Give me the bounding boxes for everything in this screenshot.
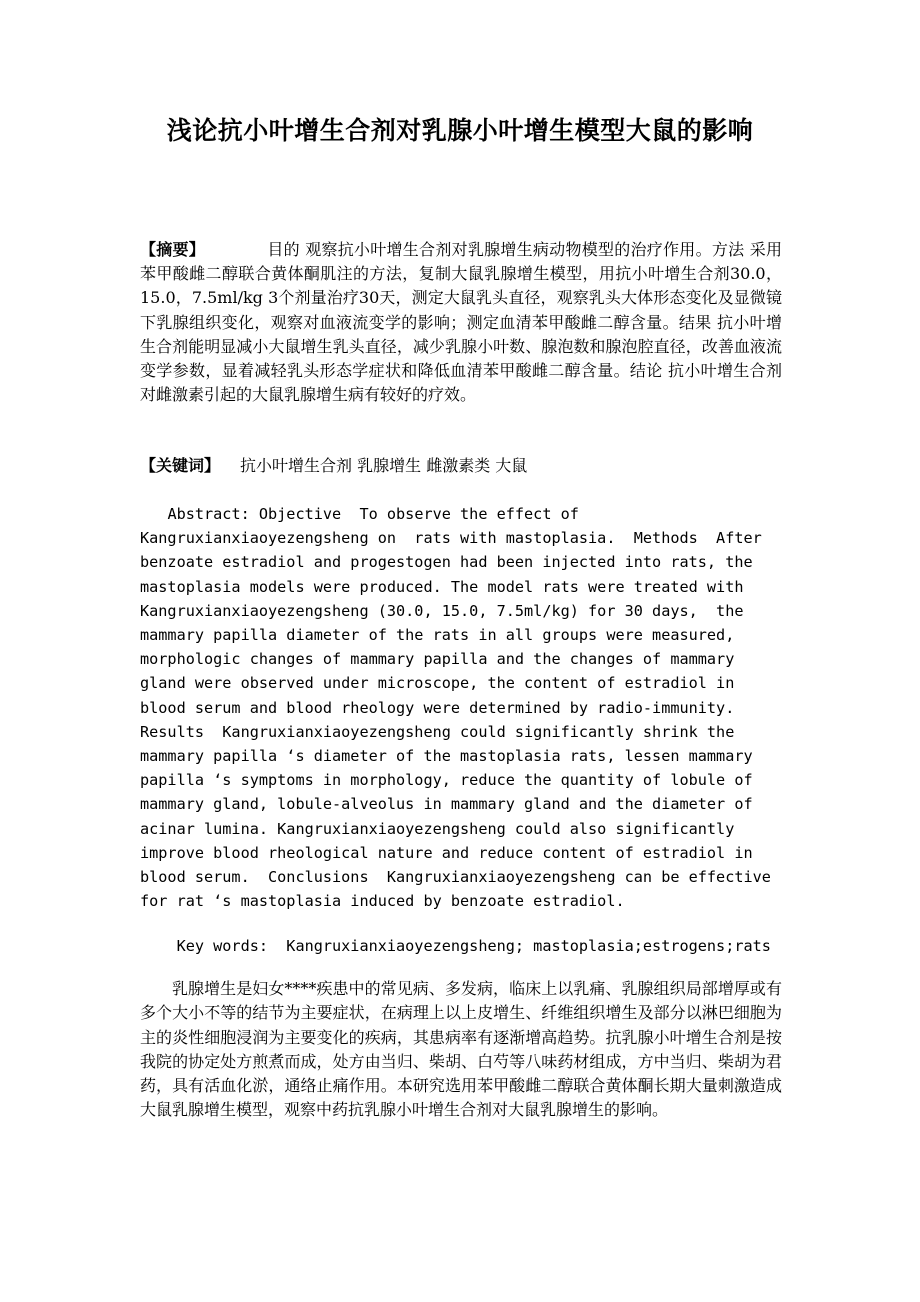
- chinese-abstract: [140, 238, 782, 407]
- keywords-body: 抗小叶增生合剂 乳腺增生 雌激素类 大鼠: [240, 456, 528, 475]
- keywords-label: 【关键词】: [140, 456, 221, 475]
- paper-title: 浅论抗小叶增生合剂对乳腺小叶增生模型大鼠的影响: [166, 116, 754, 145]
- introduction-paragraph: 乳腺增生是妇女****疾患中的常见病、多发病，临床上以乳痛、乳腺组织局部增厚或有多个大小不等的结节为主要症状，在病理上以上皮增生、纤维组织增生及部分以淋巴细胞为主的炎性细胞浸润为主要变化的疾病，其患病率有逐渐增高趋势。抗乳腺小叶增生合剂是按我院的协定处方煎煮而成，处方由当归、柴胡、白芍等八味药材组成，方中当归、柴胡为君药，具有活血化淤，通络止痛作用。本研究选用苯甲酸雌二醇联合黄体酮长期大量刺激造成大鼠乳腺增生模型，观察中药抗乳腺小叶增生合剂对大鼠乳腺增生的影响。: [140, 979, 782, 1120]
- english-abstract: Abstract: Objective To observe the effect of Kangruxianxiaoyezengsheng on rats with mastoplasia. Methods After benzoate estradiol and progestogen had been injected into rats, the mastoplasia models were produced. The model rats were treated with Kangruxianxiaoyezengsheng (30.0, 15.0, 7.5ml/kg) for 30 days, the mammary papilla diameter of the rats in all groups were measured, morphologic changes of mammary papilla and the changes of mammary gland were observed under microscope, the content of estradiol in blood serum and blood rheology were determined by radio-immunity. Results Kangruxianxiaoyezengsheng could significantly shrink the mammary papilla ‘s diameter of the mastoplasia rats, lessen mammary papilla ‘s symptoms in morphology, reduce the quantity of lobule of mammary gland, lobule-alveolus in mammary gland and the diameter of acinar lumina. Kangruxianxiaoyezengsheng could also significantly improve blood rheological nature and reduce content of estradiol in blood serum. Conclusions Kangruxianxiaoyezengsheng can be effective for rat ‘s mastoplasia induced by benzoate estradiol.: [140, 505, 771, 911]
- chinese-keywords: [140, 454, 782, 478]
- abstract-label: 【摘要】: [140, 240, 206, 259]
- english-keywords: Key words: Kangruxianxiaoyezengsheng; mastoplasia;estrogens;rats: [140, 937, 771, 955]
- abstract-body: 目的 观察抗小叶增生合剂对乳腺增生病动物模型的治疗作用。方法 采用苯甲酸雌二醇联合黄体酮肌注的方法，复制大鼠乳腺增生模型，用抗小叶增生合剂30.0，15.0，7.5ml/kg 3个剂量治疗30天，测定大鼠乳头直径，观察乳头大体形态变化及显微镜下乳腺组织变化，观察对血液流变学的影响；测定血清苯甲酸雌二醇含量。结果 抗小叶增生合剂能明显减小大鼠增生乳头直径，减少乳腺小叶数、腺泡数和腺泡腔直径，改善血液流变学参数，显着减轻乳头形态学症状和降低血清苯甲酸雌二醇含量。结论 抗小叶增生合剂对雌激素引起的大鼠乳腺增生病有较好的疗效。: [140, 240, 782, 405]
